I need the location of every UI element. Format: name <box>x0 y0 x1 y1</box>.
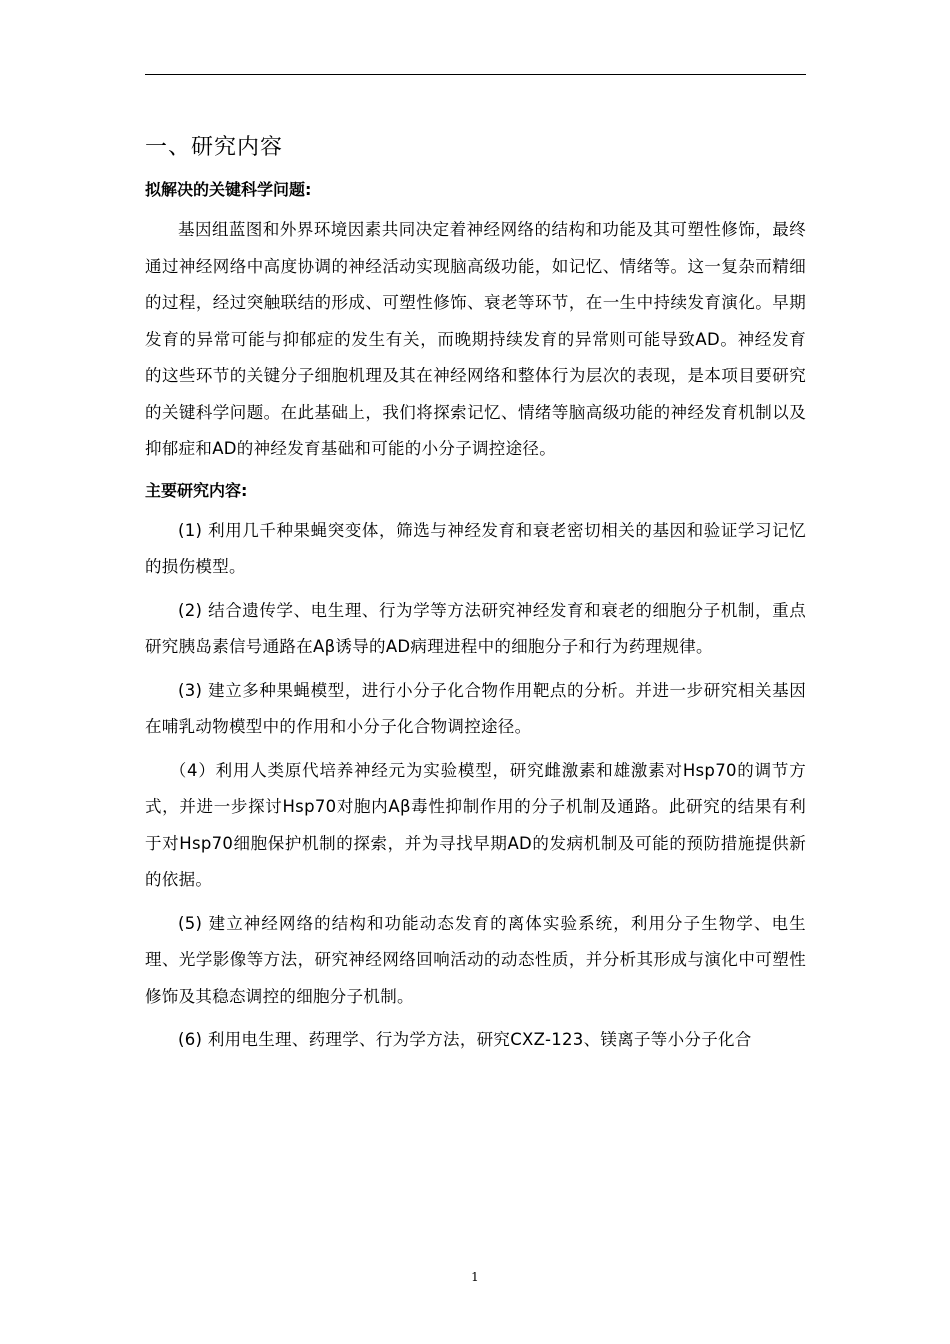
page-content <box>145 130 806 1059</box>
research-item-5: (5) 建立神经网络的结构和功能动态发育的离体实验系统，利用分子生物学、电生理、光学影像等方法，研究神经网络回响活动的动态性质，并分析其形成与演化中可塑性修饰及其稳态调控的细胞分子机制。 <box>145 913 806 1006</box>
key-questions-heading: 拟解决的关键科学问题: <box>145 180 312 199</box>
key-questions-paragraph: 基因组蓝图和外界环境因素共同决定着神经网络的结构和功能及其可塑性修饰，最终通过神经网络中高度协调的神经活动实现脑高级功能，如记忆、情绪等。这一复杂而精细的过程，经过突触联结的形成、可塑性修饰、衰老等环节，在一生中持续发育演化。早期发育的异常可能与抑郁症的发生有关，而晚期持续发育的异常则可能导致AD。神经发育的这些环节的关键分子细胞机理及其在神经网络和整体行为层次的表现，是本项目要研究的关键科学问题。在此基础上，我们将探索记忆、情绪等脑高级功能的神经发育机制以及抑郁症和AD的神经发育基础和可能的小分子调控途径。 <box>145 220 806 458</box>
header-rule <box>145 74 806 75</box>
page-number: 1 <box>471 1270 479 1284</box>
research-item-2: (2) 结合遗传学、电生理、行为学等方法研究神经发育和衰老的细胞分子机制，重点研究胰岛素信号通路在Aβ诱导的AD病理进程中的细胞分子和行为药理规律。 <box>145 600 806 656</box>
research-item-3: (3) 建立多种果蝇模型，进行小分子化合物作用靶点的分析。并进一步研究相关基因在哺乳动物模型中的作用和小分子化合物调控途径。 <box>145 680 806 736</box>
research-item-1: (1) 利用几千种果蝇突变体，筛选与神经发育和衰老密切相关的基因和验证学习记忆的损伤模型。 <box>145 520 806 576</box>
research-item-6: (6) 利用电生理、药理学、行为学方法，研究CXZ-123、镁离子等小分子化合 <box>178 1030 752 1049</box>
research-item-4: （4）利用人类原代培养神经元为实验模型，研究雌激素和雄激素对Hsp70的调节方式，并进一步探讨Hsp70对胞内Aβ毒性抑制作用的分子机制及通路。此研究的结果有利于对Hsp70细胞保护机制的探索，并为寻找早期AD的发病机制及可能的预防措施提供新的依据。 <box>145 760 806 889</box>
main-content-heading: 主要研究内容: <box>145 480 248 500</box>
section-title: 一、研究内容 <box>145 135 284 160</box>
